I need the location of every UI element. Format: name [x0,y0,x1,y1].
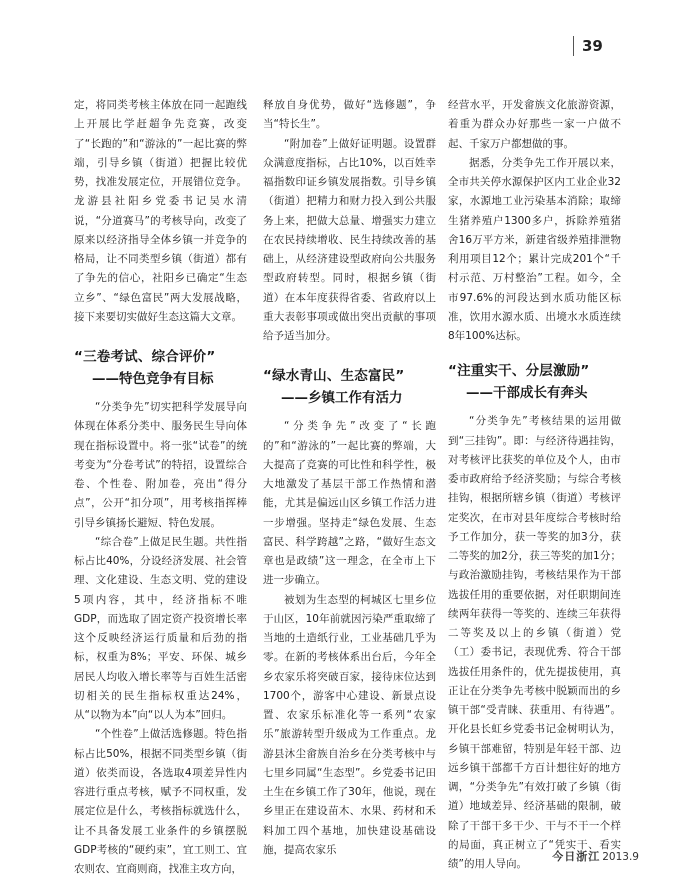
magazine-logo: 今日浙江 [552,850,601,863]
body-paragraph: 被划为生态型的柯城区七里乡位于山区，10年前就因污染严重取缔了当地的土造纸行业，工业基础几乎为零。在新的考核体系出台后，今年全乡农家乐将突破百家，接待床位达到1700个，游客中心建设、新景点设置、农家乐标准化等一系列“农家乐”旅游转型升级成为工作重点。龙游县沐尘畲族自治乡在分类考核中与七里乡同属“生态型”。乡党委书记田土生在乡镇工作了30年，他说，现在乡里正在建设苗木、水果、药材和禾料加工四个基地，加快建设基础设施，提高农家乐 [263,593,436,856]
body-paragraph: 经营水平，开发畲族文化旅游资源，着重为群众办好那些一家一户做不起、千家万户都想做的事。 [448,99,621,150]
body-paragraph: 据悉，分类争先工作开展以来，全市共关停水源保护区内工业企业32家，水源地工业污染基本消除；取缔生猪养殖户1300多户，拆除养殖猪舍16万平方米，新建省级养殖排泄物利用项目12个；累计完成201个“千村示范、万村整治”工程。如今，全市97.6%的河段达到水质功能区标准，饮用水源水质、出境水水质连续8年100%达标。 [448,156,621,342]
body-paragraph: “分类争先”考核结果的运用做到“三挂钩”。即：与经济待遇挂钩，对考核评比获奖的单位及个人，由市委市政府给予经济奖励；与综合考核挂钩，根据所辖乡镇（街道）考核评定奖次，在市对县年度综合考核时给予工作加分，获一等奖的加3分，获二等奖的加2分，获三等奖的加1分；与政治激励挂钩，考核结果作为干部选拔任用的重要依据，对任职期间连续两年获得一等奖的、连续三年获得二等奖及以上的乡镇（街道）党（工）委书记，表现优秀、符合干部选拔任用条件的，优先提拔使用，真正让在分类争先考核中脱颖而出的乡镇干部“受青睐、获重用、有待遇”。开化县长虹乡党委书记金树明认为，乡镇干部难留，特别是年轻干部、边远乡镇干部都千方百计想往好的地方调，“分类争先”有效打破了乡镇（街道）地域差异、经济基础的限制，破除了干部干多干少、干与不干一个样的局面，真正树立了“凭实干、看实绩”的用人导向。 [448,415,621,870]
section-heading-line-1: “注重实干、分层激励” [448,363,590,380]
body-paragraph: “分类争先”改变了“长跑的”和“游泳的”一起比赛的弊端，大大提高了竞赛的可比性和科学性，极大地激发了基层干部工作热情和潜能，尤其是偏远山区乡镇工作活力进一步增强。坚持走“绿色发展、生态富民、科学跨越”之路，“做好生态文章也是政绩”这一理念，在全市上下进一步确立。 [263,420,436,587]
body-paragraph: “分类争先”切实把科学发展导向体现在体系分类中、服务民生导向体现在指标设置中。将一张“试卷”的统考变为“分卷考试”的特招，设置综合卷、个性卷、附加卷，亮出“得分点”，公开“扣分项”，用考核指挥棒引导乡镇扬长避短、特色发展。 [74,401,247,529]
section-heading-line-2: ——特色竞争有目标 [92,371,214,387]
body-paragraph: “附加卷”上做好证明题。设置群众满意度指标，占比10%，以百姓幸福指数印证乡镇发展指数。引导乡镇（街道）把精力和财力投入到公共服务上来，把做大总量、增强实力建立在农民持续增收、民生持续改善的基础上，从经济建设型政府向公共服务型政府转型。同时，根据乡镇（街道）在本年度获得省委、省政府以上重大表彰事项或做出突出贡献的事项给予适当加分。 [263,137,436,342]
section-heading-evaluation [74,346,247,390]
article-column-1 [74,96,247,875]
issue-number: 2013.9 [602,851,639,863]
section-heading-line-1: “三卷考试、综合评价” [74,349,216,365]
body-paragraph: “个性卷”上做活选修题。特色指标占比50%，根据不同类型乡镇（街道）依类而设，各选取4项差异性内容进行重点考核，赋予不同权重，发展定位是什么，考核指标就选什么，让不具备发展工业条件的乡镇摆脱GDP考核的“硬约束”，宜工则工、宜农则农、宜商则商，找准主攻方向， [74,728,247,875]
section-heading-cadres [448,360,621,404]
section-heading-line-2: ——干部成长有奔头 [466,385,588,402]
section-heading-ecology [263,365,436,409]
section-heading-line-1: “绿水青山、生态富民” [263,368,405,385]
page-number: 39 [573,36,603,56]
body-paragraph: 释放自身优势，做好“选修题”，争当“特长生”。 [263,99,436,131]
intro-paragraph: 定，将同类考核主体放在同一起跑线上开展比学赶超争先竞赛，改变了“长跑的”和“游泳的”一起比赛的弊端，引导乡镇（街道）把握比较优势，找准发展定位，开展错位竞争。龙游县社阳乡党委书记吴水清说，“分道赛马”的考核导向，改变了原来以经济指导全体乡镇一并竞争的格局，让不同类型乡镇（街道）都有了争先的信心，社阳乡已确定“生态立乡”、“绿色富民”两大发展战略，接下来要切实做好生态这篇大文章。 [74,99,247,323]
section-heading-line-2: ——乡镇工作有活力 [281,390,403,407]
page-footer [552,848,639,864]
article-column-2 [263,96,436,856]
body-paragraph: “综合卷”上做足民生题。共性指标占比40%，分设经济发展、社会管理、文化建设、生态文明、党的建设5项内容，其中，经济指标不唯GDP，而选取了固定资产投资增长率这个反映经济运行质量和后劲的指标，权重为8%；平安、环保、城乡居民人均收入增长率等与百姓生活密切相关的民生指标权重达24%，从“以物为本”向“以人为本”回归。 [74,535,247,721]
